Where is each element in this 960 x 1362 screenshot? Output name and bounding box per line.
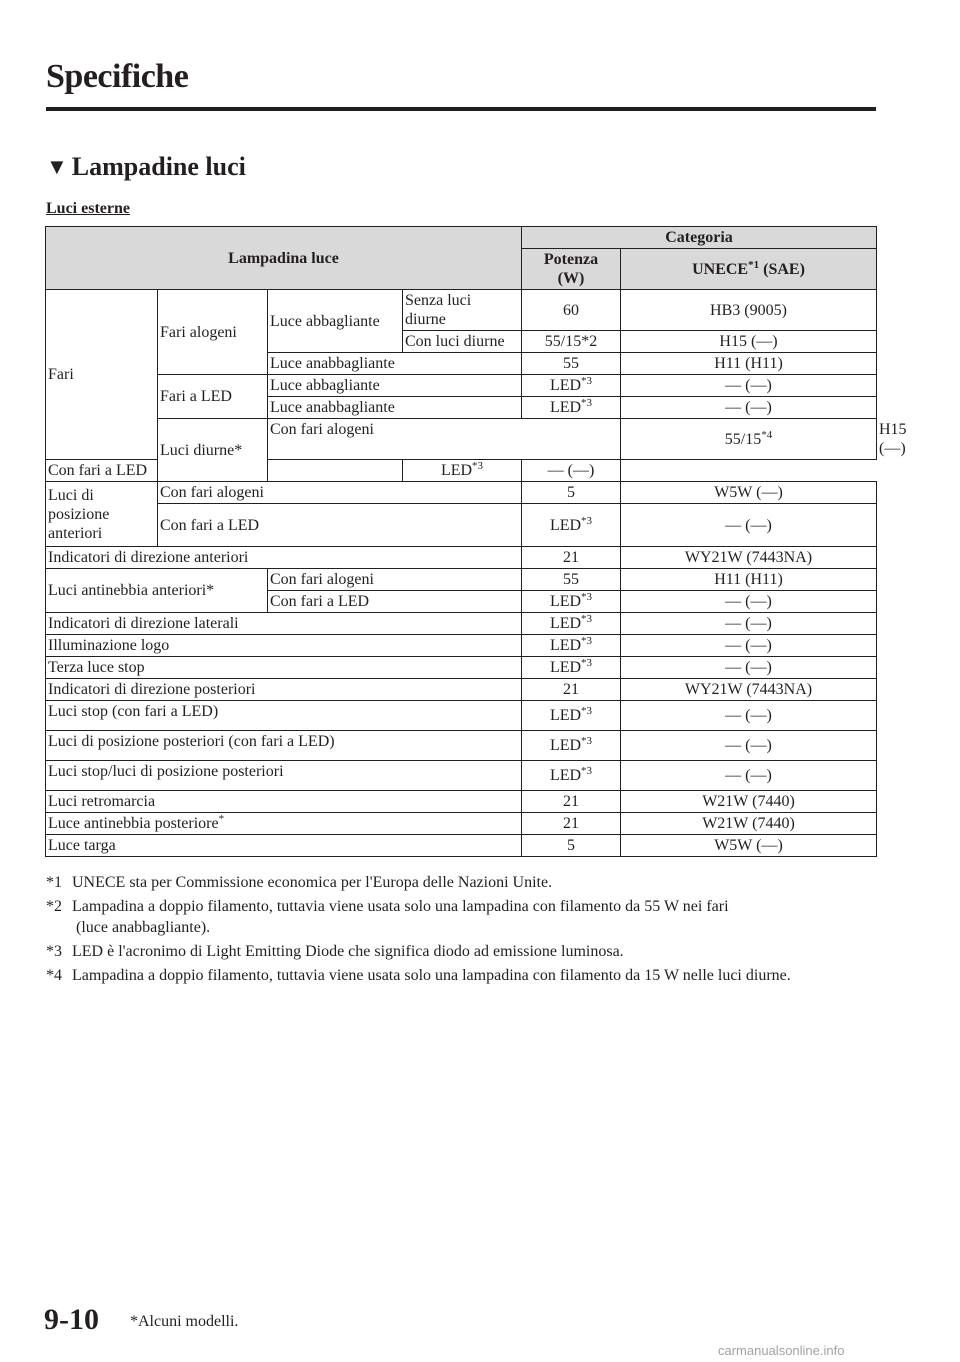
table-row <box>46 375 877 397</box>
table-row <box>46 635 877 657</box>
cell-power: LED$^{*3}$ <box>522 375 621 397</box>
table-row <box>46 835 877 857</box>
header-unece: UNECE$^{*1}$ (SAE) <box>621 249 877 290</box>
footnote-body <box>72 896 886 938</box>
table-row <box>46 482 877 504</box>
row-label-senza-diurne: Senza luci diurne <box>403 290 522 331</box>
footnote-key: *1 <box>46 874 62 891</box>
section-title <box>46 152 246 182</box>
cell-power: LED$^{*3}$ <box>522 504 621 547</box>
cell-power: 21 <box>522 547 621 569</box>
row-label-abbagliante: Luce abbagliante <box>268 290 403 353</box>
cell-unece: — (—) <box>621 731 877 761</box>
footnote-text: UNECE sta per Commissione economica per l'Europa delle Nazioni Unite. <box>72 874 553 891</box>
cell-unece: WY21W (7443NA) <box>621 547 877 569</box>
bulb-spec-table <box>45 226 907 857</box>
row-label-fari-alogeni: Fari alogeni <box>158 290 268 375</box>
footnote <box>46 872 886 893</box>
header-rule <box>46 107 876 111</box>
row-label: Indicatori di direzione posteriori <box>46 679 522 701</box>
cell-unece: HB3 (9005) <box>621 290 877 331</box>
row-label-con-fari-led: Con fari a LED <box>268 591 522 613</box>
section-title-text: Lampadine luci <box>71 152 246 181</box>
footnote <box>46 941 886 962</box>
footnotes <box>46 872 886 989</box>
cell-unece: — (—) <box>621 657 877 679</box>
cell-unece: H11 (H11) <box>621 353 877 375</box>
cell-power: 5 <box>522 482 621 504</box>
cell-power: LED$^{*3}$ <box>522 657 621 679</box>
cell-power: LED$^{*3}$ <box>522 397 621 419</box>
footnote-key: *2 <box>46 898 62 915</box>
models-note: *Alcuni modelli. <box>130 1313 239 1330</box>
row-label: Luci di posizione posteriori (con fari a LED) <box>46 731 522 761</box>
table-row <box>46 504 877 547</box>
subsection-title: Luci esterne <box>46 200 130 217</box>
row-label-abbagliante: Luce abbagliante <box>268 375 522 397</box>
cell-power: LED$^{*3}$ <box>403 460 522 482</box>
row-label-con-fari-alogeni: Con fari alogeni <box>158 482 522 504</box>
row-label-con-fari-alogeni: Con fari alogeni <box>268 569 522 591</box>
watermark: carmanualsonline.info <box>718 1343 845 1358</box>
row-label-con-fari-led: Con fari a LED <box>46 460 403 482</box>
row-label: Indicatori di direzione anteriori <box>46 547 522 569</box>
row-label-con-fari-alogeni: Con fari alogeni <box>268 419 621 460</box>
cell-power: 55/15$^{*4}$ <box>621 419 877 460</box>
table-row <box>46 791 877 813</box>
cell-power: 21 <box>522 679 621 701</box>
cell-power: 5 <box>522 835 621 857</box>
cell-power: LED$^{*3}$ <box>522 701 621 731</box>
row-label: Luci stop (con fari a LED) <box>46 701 522 731</box>
table-row <box>46 761 877 791</box>
cell-power: 60 <box>522 290 621 331</box>
cell-unece: — (—) <box>522 460 621 482</box>
cell-unece: — (—) <box>621 701 877 731</box>
table-row <box>46 731 877 761</box>
cell-power: 21 <box>522 791 621 813</box>
row-label-anabbagliante: Luce anabbagliante <box>268 353 522 375</box>
row-label-con-diurne: Con luci diurne <box>403 331 522 353</box>
cell-unece: WY21W (7443NA) <box>621 679 877 701</box>
row-label-fari-led: Fari a LED <box>158 375 268 419</box>
row-label-luci-posizione: Luci di posizione anteriori <box>46 482 158 547</box>
triangle-down-icon: ▼ <box>46 154 68 179</box>
footnote-text-cont: (luce anabbagliante). <box>76 919 211 936</box>
table-row <box>46 290 877 331</box>
cell-unece: — (—) <box>621 504 877 547</box>
footnote <box>46 896 886 938</box>
row-label-luci-diurne: Luci diurne* <box>158 419 268 482</box>
page-number: 9-10 <box>44 1303 99 1336</box>
row-label-con-fari-led: Con fari a LED <box>158 504 522 547</box>
table-row <box>46 569 877 591</box>
row-label: Illuminazione logo <box>46 635 522 657</box>
cell-unece: — (—) <box>621 397 877 419</box>
table-row <box>46 460 877 482</box>
header-category: Categoria <box>522 227 877 249</box>
footnote-text: LED è l'acronimo di Light Emitting Diode che significa diodo ad emissione luminosa. <box>72 943 624 960</box>
table-header-row <box>46 227 877 249</box>
cell-power: LED$^{*3}$ <box>522 731 621 761</box>
table-row <box>46 547 877 569</box>
row-label: Luce antinebbia posteriore* <box>46 813 522 835</box>
cell-unece: — (—) <box>621 375 877 397</box>
footnote-key: *3 <box>46 943 62 960</box>
cell-unece: H11 (H11) <box>621 569 877 591</box>
cell-power: LED$^{*3}$ <box>522 761 621 791</box>
header-lamp: Lampadina luce <box>46 227 522 290</box>
cell-unece: W21W (7440) <box>621 813 877 835</box>
row-label-fari: Fari <box>46 290 158 460</box>
cell-unece: — (—) <box>621 635 877 657</box>
cell-power: LED$^{*3}$ <box>522 591 621 613</box>
row-label: Indicatori di direzione laterali <box>46 613 522 635</box>
row-label: Luci retromarcia <box>46 791 522 813</box>
cell-power: LED$^{*3}$ <box>522 613 621 635</box>
table-row <box>46 701 877 731</box>
cell-unece: — (—) <box>621 591 877 613</box>
cell-power: 55/15*2 <box>522 331 621 353</box>
row-label: Luce targa <box>46 835 522 857</box>
row-label: Terza luce stop <box>46 657 522 679</box>
page-header-title: Specifiche <box>46 58 189 95</box>
row-label-anabbagliante: Luce anabbagliante <box>268 397 522 419</box>
footnote <box>46 965 886 986</box>
cell-unece: — (—) <box>621 761 877 791</box>
header-power: Potenza (W) <box>522 249 621 290</box>
row-label: Luci stop/luci di posizione posteriori <box>46 761 522 791</box>
cell-unece: — (—) <box>621 613 877 635</box>
cell-unece: W21W (7440) <box>621 791 877 813</box>
cell-power: LED$^{*3}$ <box>522 635 621 657</box>
cell-unece: W5W (—) <box>621 482 877 504</box>
footnote-key: *4 <box>46 967 62 984</box>
table-row: Luci diurne* Con fari alogeni 55/15$^{*4}$ H15 (—) <box>46 419 877 460</box>
cell-power: 55 <box>522 353 621 375</box>
footnote-text: Lampadina a doppio filamento, tuttavia viene usata solo una lampadina con filamento da 55 W nei fari <box>72 898 729 915</box>
footnote-text: Lampadina a doppio filamento, tuttavia viene usata solo una lampadina con filamento da 15 W nelle luci diurne. <box>72 967 791 984</box>
table-row <box>46 679 877 701</box>
table-row <box>46 813 877 835</box>
cell-power: 55 <box>522 569 621 591</box>
table-row <box>46 613 877 635</box>
cell-unece: W5W (—) <box>621 835 877 857</box>
cell-unece: H15 (—) <box>621 331 877 353</box>
cell-power: 21 <box>522 813 621 835</box>
row-label-antinebbia-anteriori: Luci antinebbia anteriori* <box>46 569 268 613</box>
table-row <box>46 657 877 679</box>
